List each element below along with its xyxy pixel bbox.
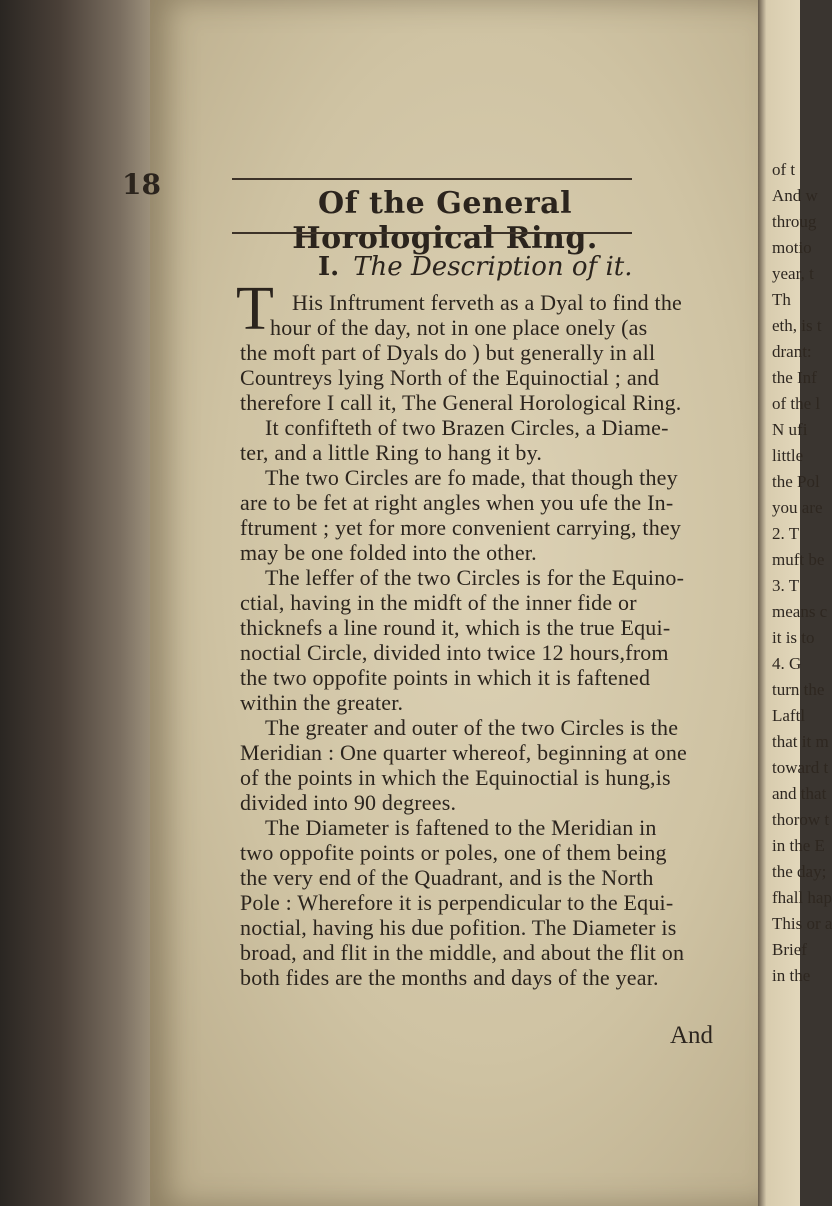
- text-line: the moft part of Dyals do ) but generally in all: [240, 340, 656, 365]
- text-line: The greater and outer of the two Circles is the: [265, 715, 679, 740]
- facing-page-fragment: motio: [772, 238, 812, 257]
- facing-page-fragment: 4. G: [772, 654, 802, 673]
- text-line: Countreys lying North of the Equinoctial ; and: [240, 365, 660, 390]
- facing-page-fragment: that it m: [772, 732, 829, 751]
- header-rule-top: [232, 178, 632, 180]
- text-line: two oppofite points or poles, one of them being: [240, 840, 667, 865]
- text-line: The two Circles are fo made, that though they: [265, 465, 678, 490]
- facing-page-fragment: the Inf: [772, 368, 817, 387]
- facing-page-fragment: eth, is t: [772, 316, 822, 335]
- facing-page: [758, 0, 832, 1206]
- facing-page-fragment: throug: [772, 212, 817, 231]
- text-line: Meridian : One quarter whereof, beginning at one: [240, 740, 688, 765]
- text-line: ctial, having in the midft of the inner fide or: [240, 590, 637, 615]
- text-line: The Diameter is faftened to the Meridian in: [265, 815, 657, 840]
- facing-page-fragment: little: [772, 446, 804, 465]
- facing-page-fragment: the day;: [772, 862, 827, 881]
- facing-page-fragment: drant:: [772, 342, 812, 361]
- text-line: Pole : Wherefore it is perpendicular to the Equi-: [240, 890, 674, 915]
- text-line: noctial Circle, divided into twice 12 hours,from: [240, 640, 669, 665]
- section-title: [318, 252, 632, 282]
- text-line: within the greater.: [240, 690, 404, 715]
- text-line: are to be fet at right angles when you ufe the In-: [240, 490, 674, 515]
- running-head: Of the General Horological Ring.: [292, 186, 598, 256]
- text-line: The leffer of the two Circles is for the Equino-: [265, 565, 685, 590]
- text-line: ftrument ; yet for more convenient carrying, they: [240, 515, 682, 540]
- text-line: both fides are the months and days of the year.: [240, 965, 659, 990]
- facing-page-fragment: means c: [772, 602, 828, 621]
- catchword: And: [670, 1022, 714, 1049]
- facing-page-fragment: of t: [772, 160, 796, 179]
- facing-page-fragment: in the: [772, 966, 811, 985]
- facing-page-fragment: thorow t: [772, 810, 830, 829]
- facing-page-fragment: you are: [772, 498, 823, 517]
- facing-page-fragment: toward t: [772, 758, 829, 777]
- text-line: hour of the day, not in one place onely (as: [270, 315, 648, 340]
- text-line: ter, and a little Ring to hang it by.: [240, 440, 543, 465]
- text-line: noctial, having his due pofition. The Diameter is: [240, 915, 677, 940]
- text-line: His Inftrument ferveth as a Dyal to find the: [292, 290, 683, 315]
- facing-page-fragment: Th: [772, 290, 791, 309]
- facing-page-fragment: Laftl: [772, 706, 806, 725]
- drop-cap: T: [236, 275, 274, 343]
- facing-page-fragment: fhall hap: [772, 888, 832, 907]
- facing-page-fragment: turn the: [772, 680, 825, 699]
- text-line: of the points in which the Equinoctial is hung,is: [240, 765, 671, 790]
- text-line: may be one folded into the other.: [240, 540, 537, 565]
- facing-page-fragment: of the l: [772, 394, 821, 413]
- facing-page-fragment: And w: [772, 186, 818, 205]
- facing-page-fragment: in the E: [772, 836, 825, 855]
- facing-page-fragment: it is to: [772, 628, 815, 647]
- facing-page-fragment: muft be: [772, 550, 825, 569]
- header-rule-bottom: [232, 232, 632, 234]
- facing-page-fragment: 2. T: [772, 524, 800, 543]
- text-line: It confifteth of two Brazen Circles, a Diame-: [265, 415, 669, 440]
- text-line: the very end of the Quadrant, and is the North: [240, 865, 654, 890]
- text-line: divided into 90 degrees.: [240, 790, 457, 815]
- section-number: I.: [318, 252, 340, 282]
- text-line: broad, and flit in the middle, and about the flit on: [240, 940, 685, 965]
- facing-page-fragment: Brief: [772, 940, 807, 959]
- facing-page-fragment: year, t: [772, 264, 814, 283]
- text-line: thicknefs a line round it, which is the true Equi-: [240, 615, 671, 640]
- section-title-text: The Description of it.: [353, 252, 633, 282]
- facing-page-fragment: 3. T: [772, 576, 800, 595]
- facing-page-fragment: and that: [772, 784, 827, 803]
- facing-page-fragment: This or a: [772, 914, 832, 933]
- text-line: therefore I call it, The General Horological Ring.: [240, 390, 682, 415]
- facing-page-fragment: N ufi: [772, 420, 808, 439]
- text-line: the two oppofite points in which it is faftened: [240, 665, 651, 690]
- facing-page-fragment: the Pol: [772, 472, 820, 491]
- page-number: 18: [122, 168, 161, 201]
